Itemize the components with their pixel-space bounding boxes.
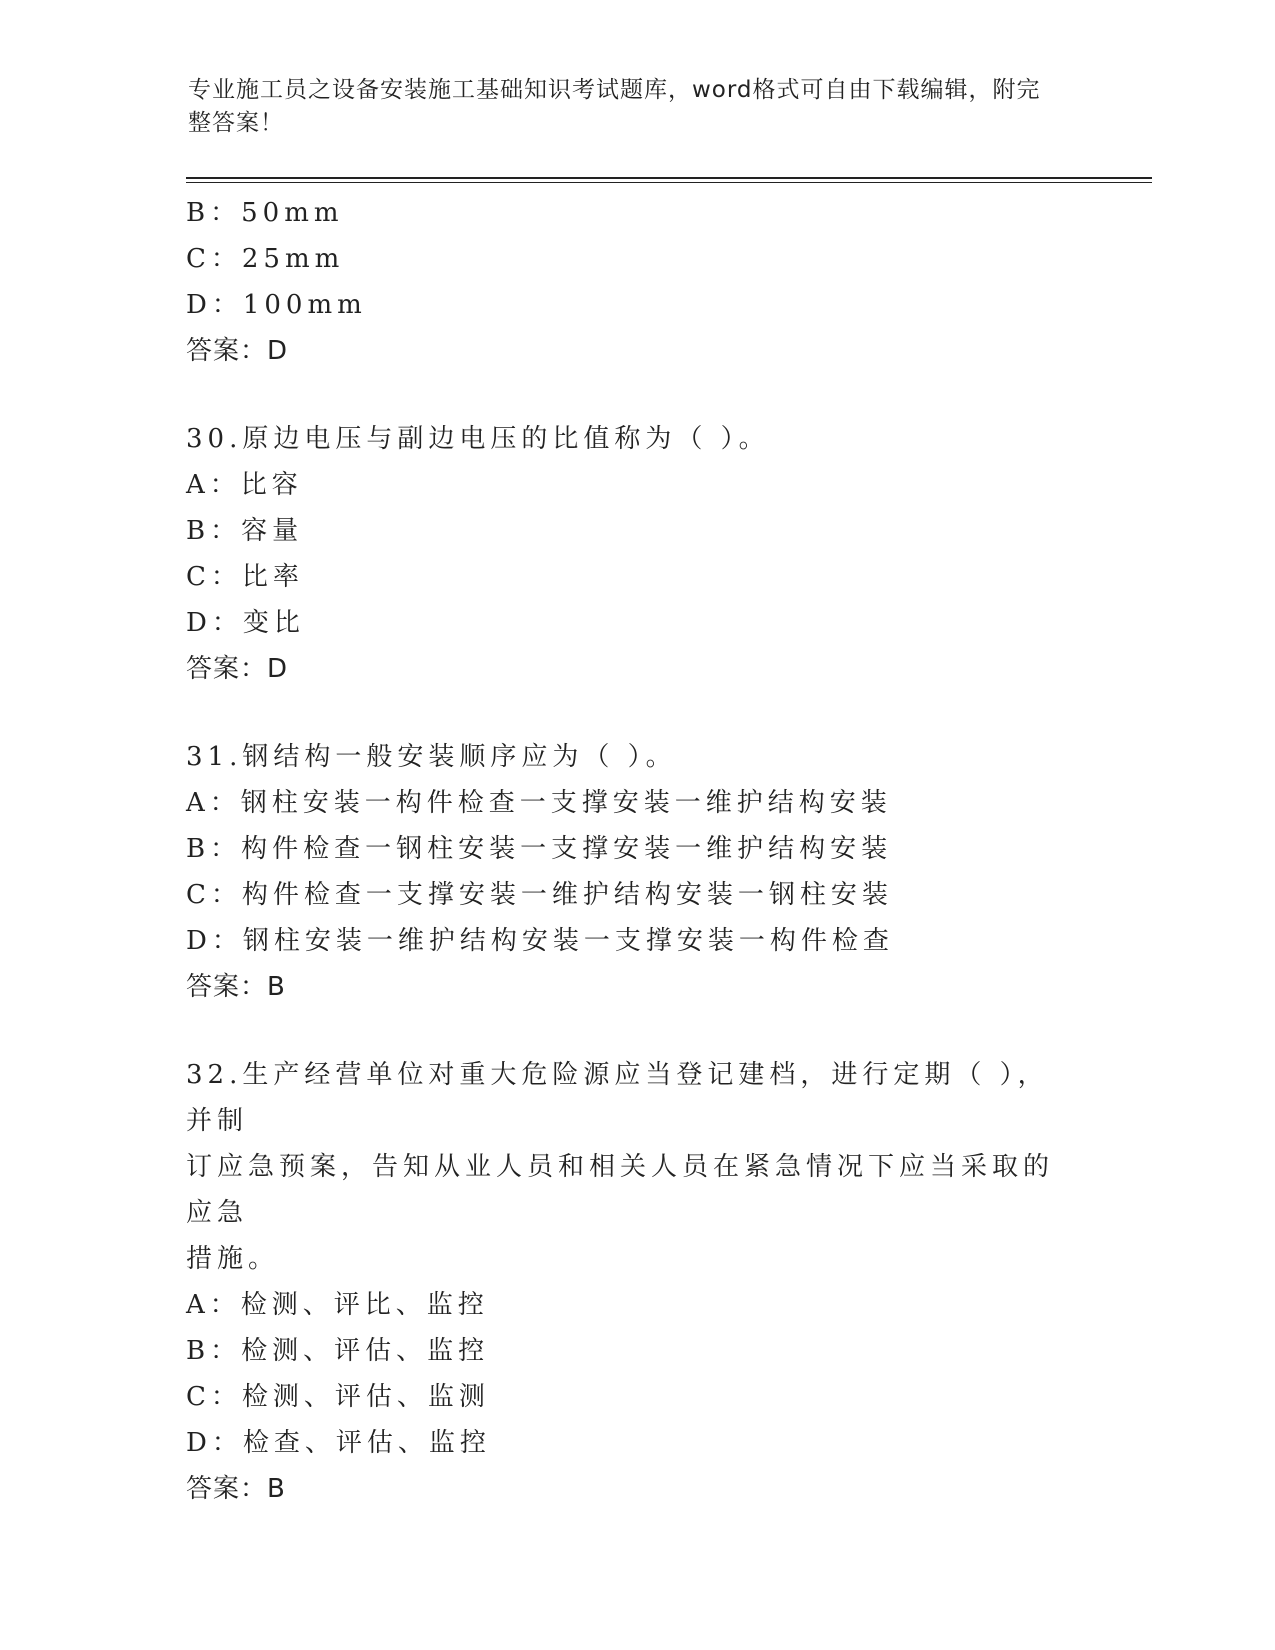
question-title: 30.原边电压与副边电压的比值称为（ ）。 (186, 424, 770, 454)
question-list (186, 190, 1066, 1512)
option-c: C：25mm (186, 244, 345, 274)
option-c: C：比率 (186, 562, 304, 592)
answer: 答案：D (186, 654, 289, 684)
option-d: D：检查、评估、监控 (186, 1428, 491, 1458)
option-d: D：100mm (186, 290, 367, 320)
answer: 答案：B (186, 972, 286, 1002)
option-a: A：检测、评比、监控 (186, 1290, 489, 1320)
question-title-line-3: 措施。 (186, 1244, 280, 1274)
option-b: B：容量 (186, 516, 304, 546)
spacer (186, 1010, 1066, 1052)
page-header (188, 74, 1068, 140)
spacer (186, 374, 1066, 416)
header-divider-thin (186, 182, 1152, 183)
option-b: B：50mm (186, 198, 344, 228)
header-line-2: 整答案！ (188, 110, 284, 136)
header-divider-thick (186, 177, 1152, 179)
question-title-line-1: 32.生产经营单位对重大危险源应当登记建档，进行定期（ ），并制 (186, 1060, 1049, 1136)
question-31 (186, 734, 1066, 1010)
option-b: B：检测、评估、监控 (186, 1336, 490, 1366)
answer: 答案：B (186, 1474, 286, 1504)
option-d: D：变比 (186, 608, 305, 638)
answer: 答案：D (186, 336, 289, 366)
option-c: C：构件检查一支撑安装一维护结构安装一钢柱安装 (186, 880, 893, 910)
question-30 (186, 416, 1066, 692)
header-line-1: 专业施工员之设备安装施工基础知识考试题库，word格式可自由下载编辑，附完 (188, 77, 1041, 103)
question-title-line-2: 订应急预案，告知从业人员和相关人员在紧急情况下应当采取的应急 (186, 1152, 1055, 1228)
option-b: B：构件检查一钢柱安装一支撑安装一维护结构安装 (186, 834, 893, 864)
question-32 (186, 1052, 1066, 1512)
spacer (186, 692, 1066, 734)
question-title: 31.钢结构一般安装顺序应为（ ）。 (186, 742, 677, 772)
option-a: A：钢柱安装一构件检查一支撑安装一维护结构安装 (186, 788, 892, 818)
option-d: D：钢柱安装一维护结构安装一支撑安装一构件检查 (186, 926, 894, 956)
question-29-continuation (186, 190, 1066, 374)
option-a: A：比容 (186, 470, 303, 500)
option-c: C：检测、评估、监测 (186, 1382, 490, 1412)
